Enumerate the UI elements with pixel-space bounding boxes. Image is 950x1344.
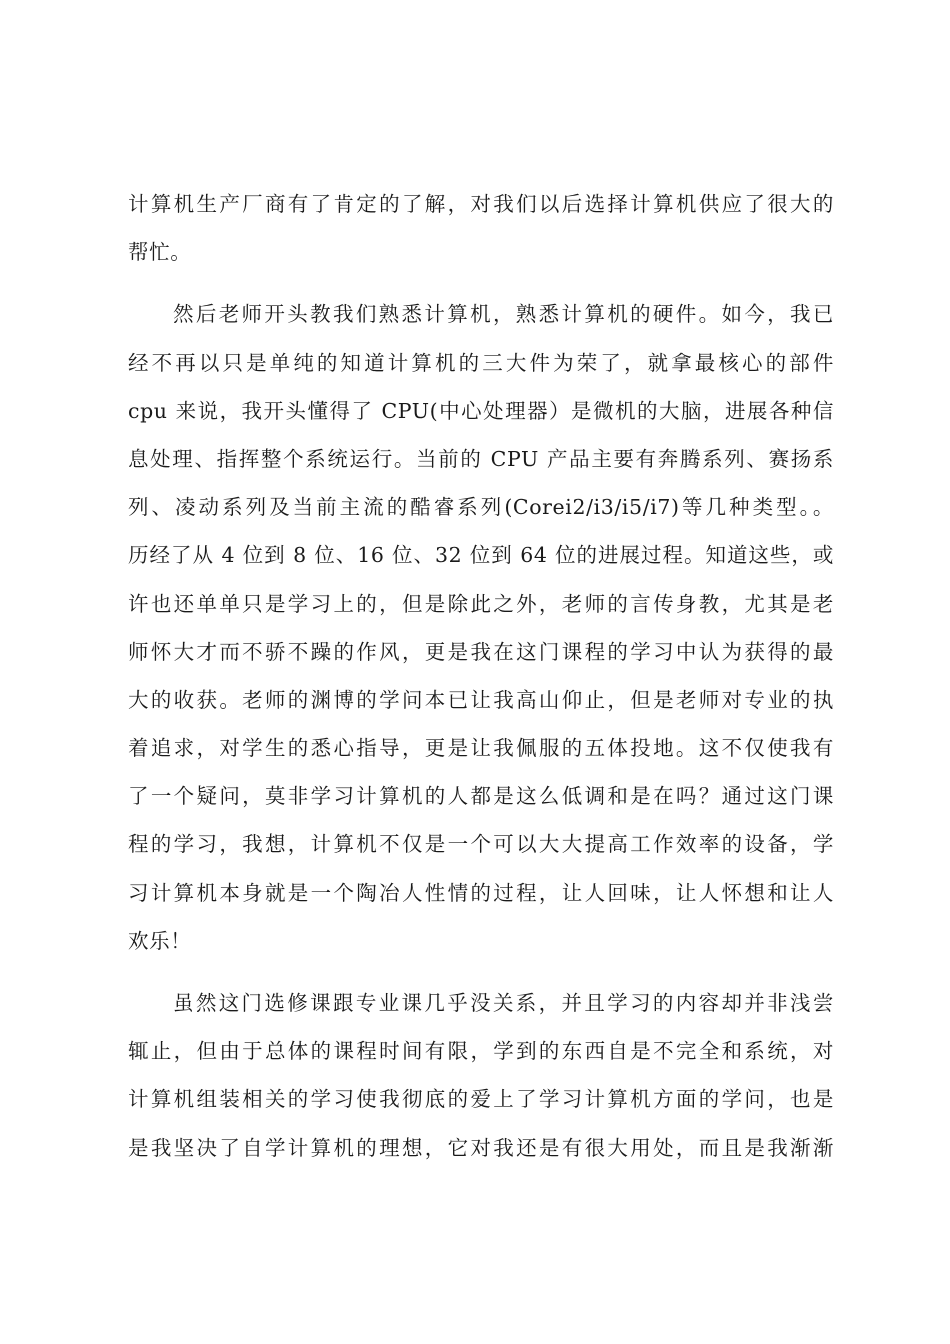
text-line: 师怀大才而不骄不躁的作风，更是我在这门课程的学习中认为获得的最 — [128, 639, 834, 664]
paragraph-1 — [128, 180, 834, 276]
text-line: 了一个疑问，莫非学习计算机的人都是这么低调和是在吗？通过这门课 — [128, 784, 834, 809]
text-line: cpu 来说，我开头懂得了 CPU(中心处理器）是微机的大脑，进展各种信 — [128, 398, 834, 423]
text-line: 是我坚决了自学计算机的理想，它对我还是有很大用处，而且是我渐渐 — [128, 1135, 834, 1160]
text-line: 辄止，但由于总体的课程时间有限，学到的东西自是不完全和系统，对 — [128, 1039, 834, 1064]
text-line: 计算机生产厂商有了肯定的了解，对我们以后选择计算机供应了很大的 — [128, 192, 834, 216]
text-line: 然后老师开头教我们熟悉计算机，熟悉计算机的硬件。如今，我已 — [173, 302, 834, 327]
paragraph-3 — [128, 979, 834, 1172]
text-line: 虽然这门选修课跟专业课几乎没关系，并且学习的内容却并非浅尝 — [173, 991, 834, 1015]
text-line: 大的收获。老师的渊博的学问本已让我高山仰止，但是老师对专业的执 — [128, 687, 834, 712]
text-line: 着追求，对学生的悉心指导，更是让我佩服的五体投地。这不仅使我有 — [128, 736, 834, 761]
text-line: 欢乐！ — [128, 928, 192, 953]
paragraph-2 — [128, 290, 834, 965]
text-line: 经不再以只是单纯的知道计算机的三大件为荣了，就拿最核心的部件 — [128, 350, 834, 375]
text-line: 列、凌动系列及当前主流的酷睿系列(Corei2/i3/i5/i7)等几种类型。。 — [128, 495, 834, 520]
body-text — [128, 180, 834, 1172]
text-line: 历经了从 4 位到 8 位、16 位、32 位到 64 位的进展过程。知道这些，或 — [128, 543, 834, 568]
text-line: 习计算机本身就是一个陶冶人性情的过程，让人回味，让人怀想和让人 — [128, 880, 834, 905]
text-line: 息处理、指挥整个系统运行。当前的 CPU 产品主要有奔腾系列、赛扬系 — [128, 446, 834, 471]
text-line: 计算机组装相关的学习使我彻底的爱上了学习计算机方面的学问，也是 — [128, 1087, 834, 1112]
text-line: 程的学习，我想，计算机不仅是一个可以大大提高工作效率的设备，学 — [128, 832, 834, 857]
text-line: 帮忙。 — [128, 240, 192, 265]
text-line: 许也还单单只是学习上的，但是除此之外，老师的言传身教，尤其是老 — [128, 591, 834, 616]
